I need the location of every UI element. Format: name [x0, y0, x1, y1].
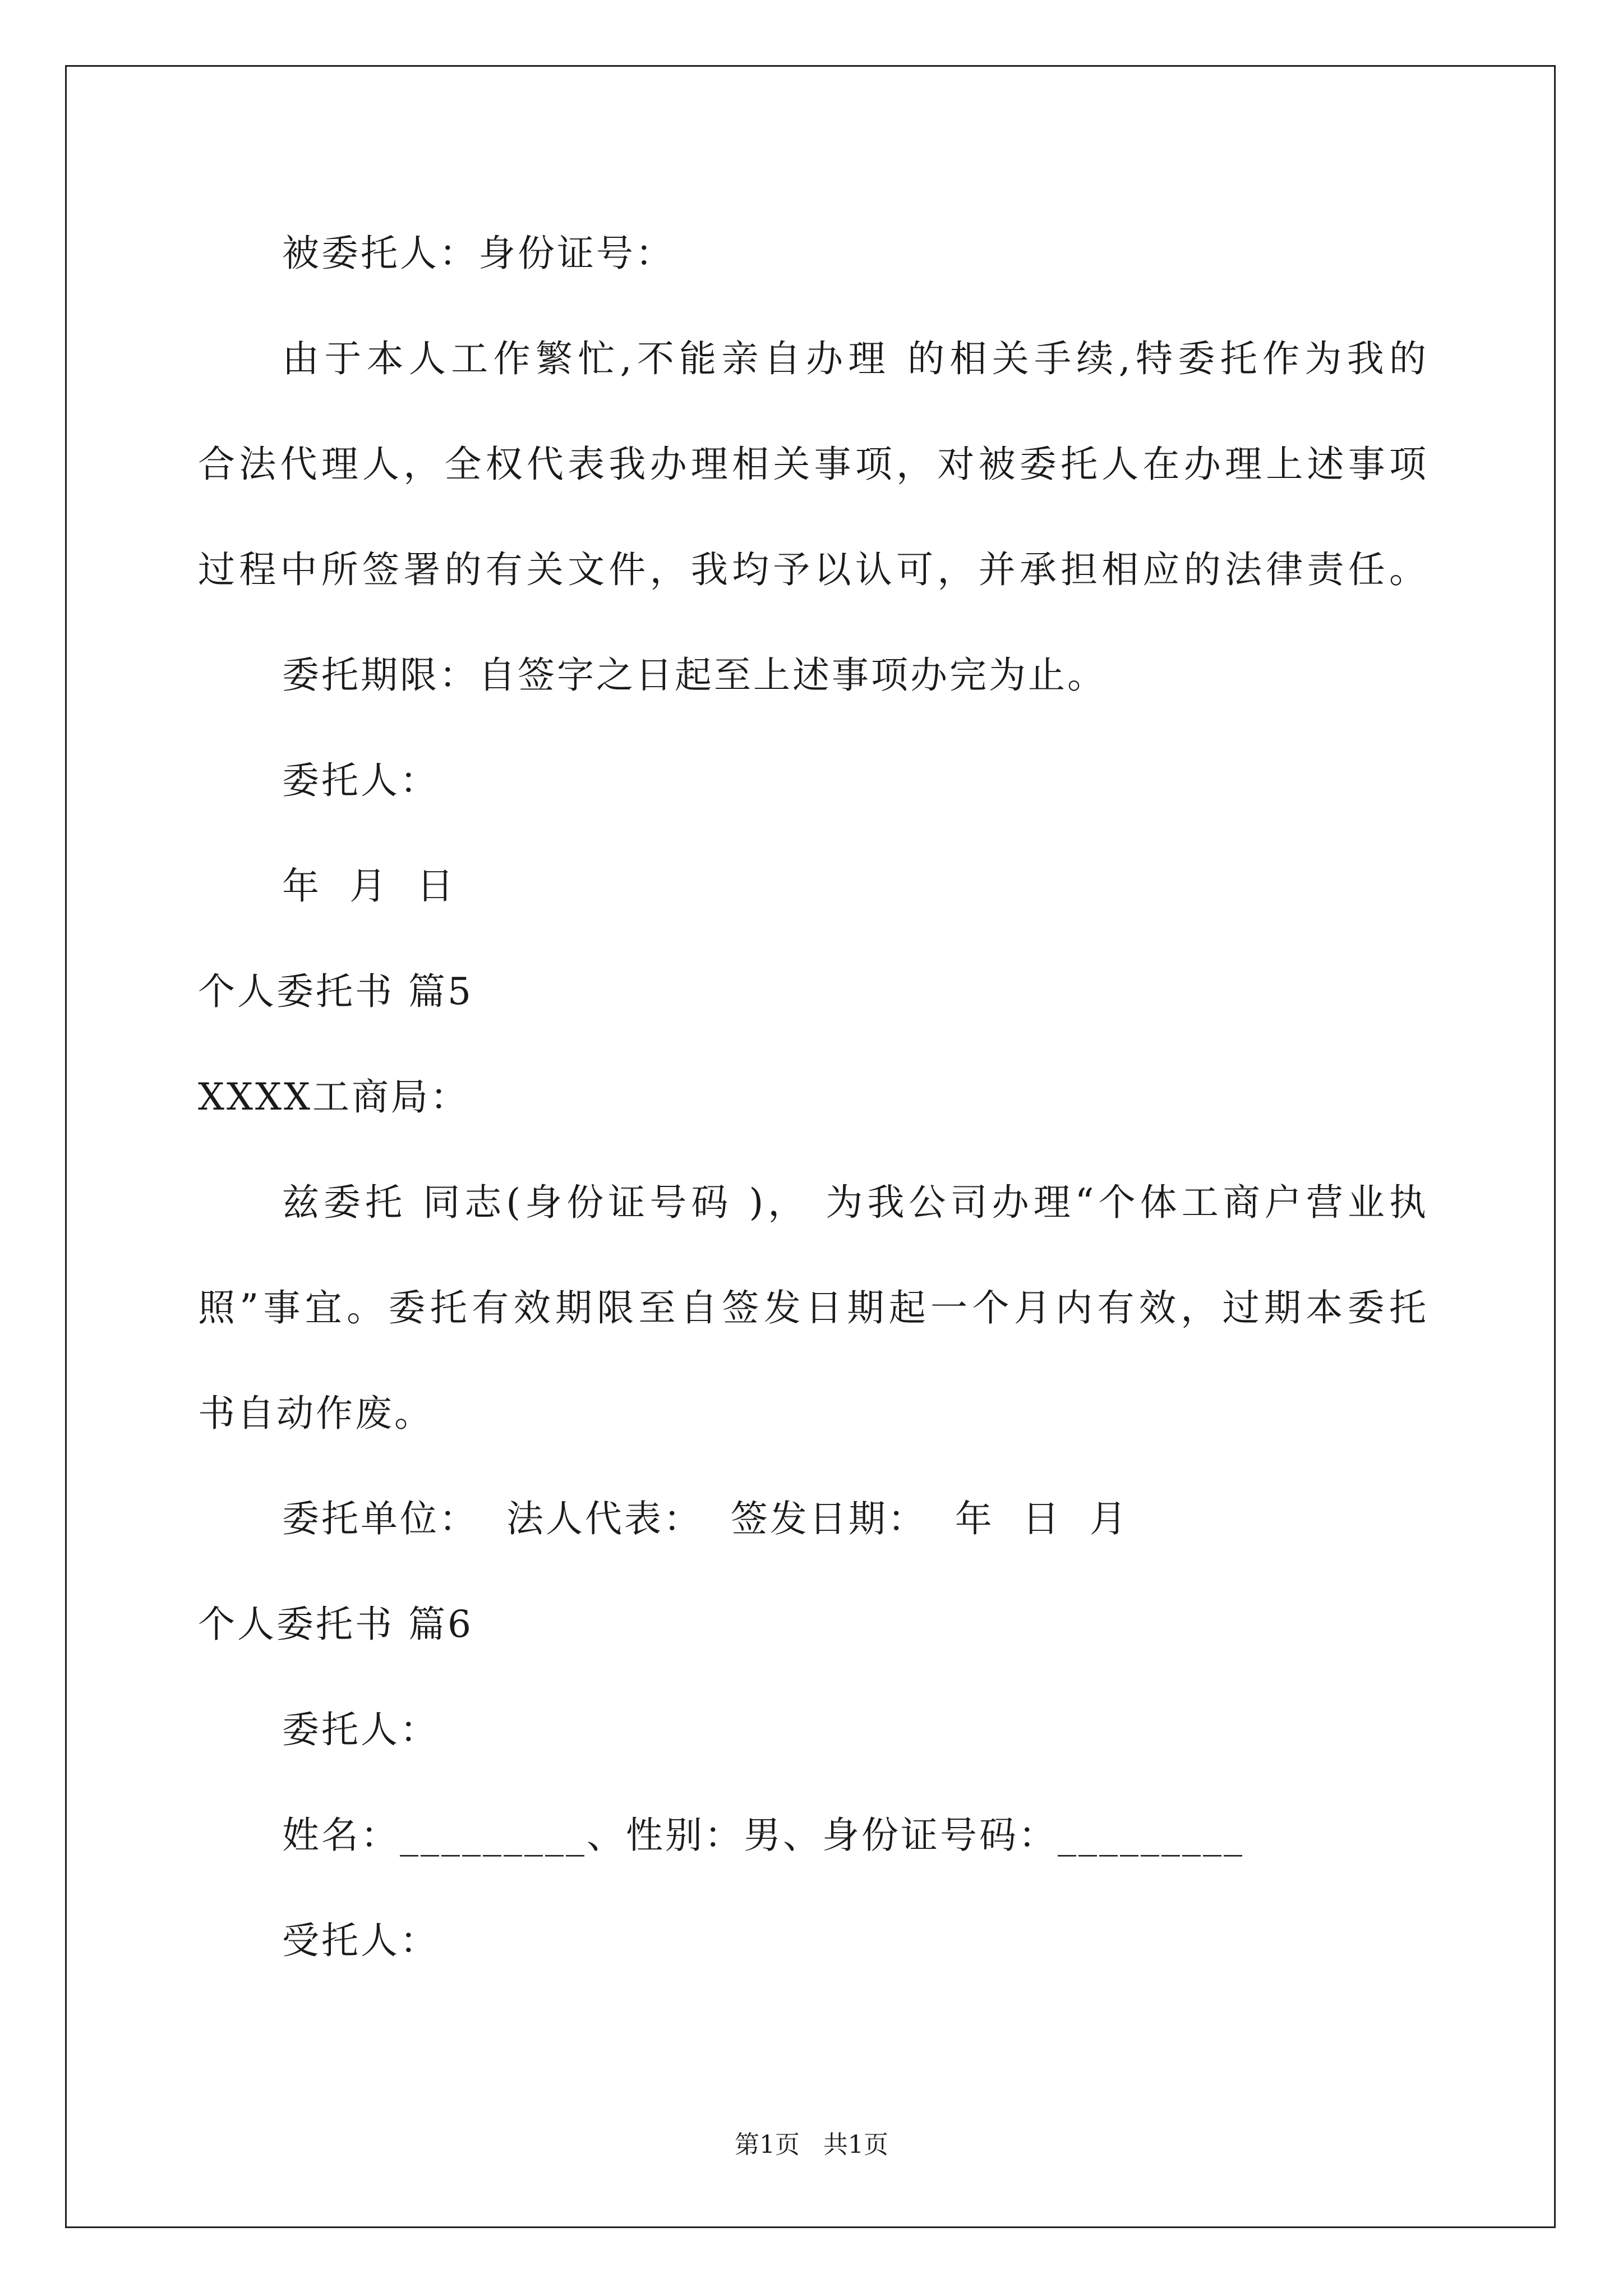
section-heading: 个人委托书 篇5: [198, 970, 473, 1013]
term-line: 委托期限：自签字之日起至上述事项办完为止。: [282, 654, 1106, 697]
paragraph-line: 照”事宜。委托有效期限至自签发日期起一个月内有效，过期本委托: [198, 1286, 1426, 1329]
principal-info-line: 姓名：_________、性别：男、身份证号码：_________: [282, 1814, 1244, 1857]
trustee-id-line: 被委托人：身份证号：: [282, 232, 675, 275]
signature-line: 委托单位： 法人代表： 签发日期： 年 日 月: [282, 1497, 1129, 1540]
date-line: 年 月 日: [282, 864, 456, 908]
agent-label: 受托人：: [282, 1919, 439, 1962]
section-heading: 个人委托书 篇6: [198, 1603, 473, 1646]
paragraph-line: 过程中所签署的有关文件，我均予以认可，并承担相应的法律责任。: [198, 548, 1426, 591]
paragraph-line: 兹委托 同志(身份证号码 )， 为我公司办理“个体工商户营业执: [282, 1181, 1426, 1224]
principal-label: 委托人：: [282, 759, 439, 802]
paragraph-line: 合法代理人，全权代表我办理相关事项，对被委托人在办理上述事项: [198, 443, 1426, 486]
principal-label: 委托人：: [282, 1708, 439, 1751]
paragraph-line: 由于本人工作繁忙,不能亲自办理 的相关手续,特委托作为我的: [282, 337, 1426, 380]
page-number: 第1页 共1页: [735, 2131, 888, 2159]
addressee-line: XXXX工商局：: [198, 1075, 469, 1119]
paragraph-line: 书自动作废。: [198, 1392, 434, 1435]
